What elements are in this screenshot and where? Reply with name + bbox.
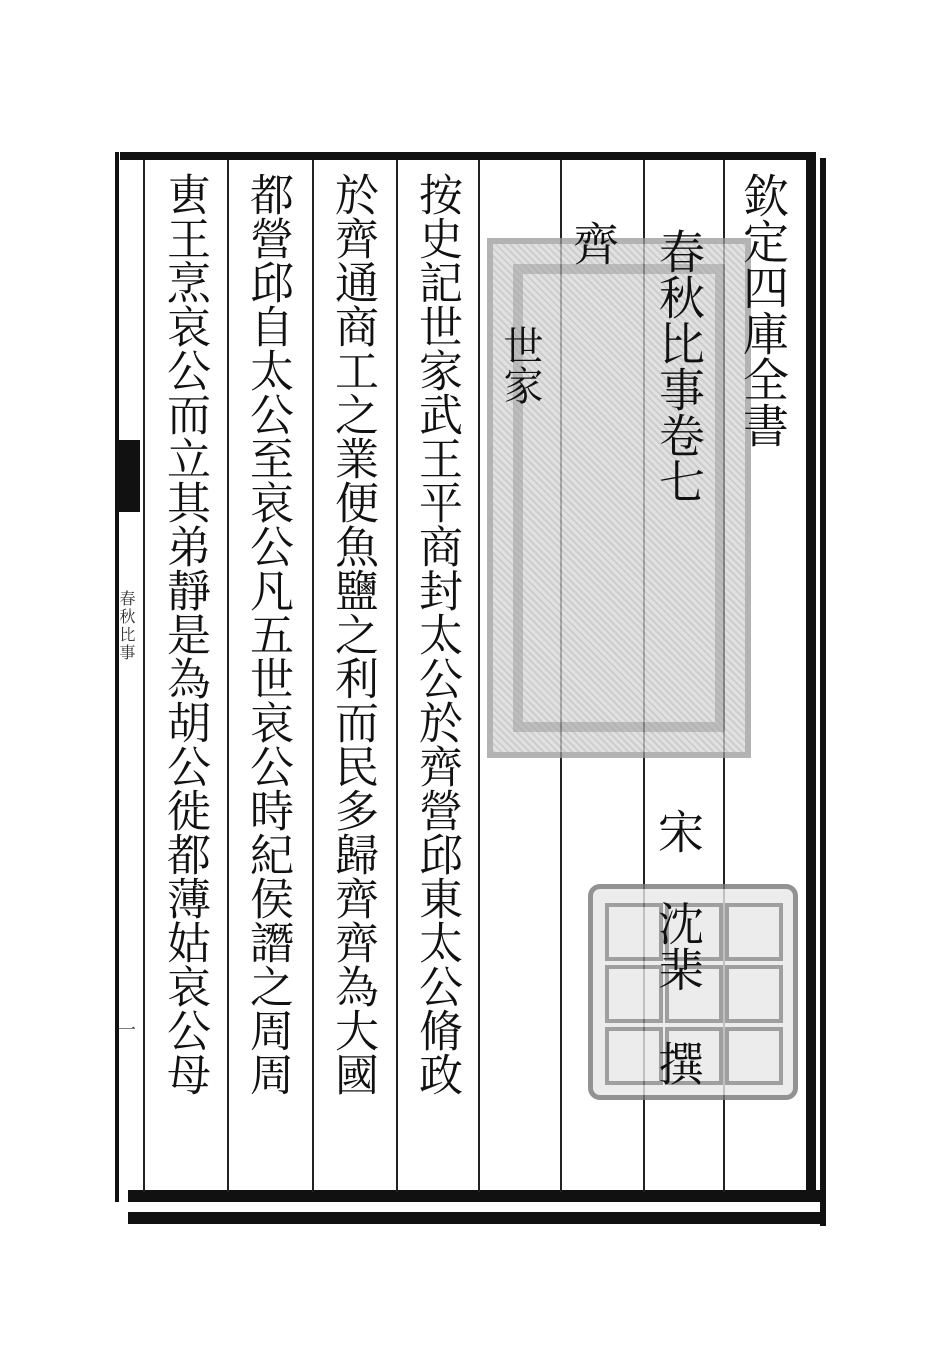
page-frame-bottom [128, 1190, 820, 1202]
body-column-4: 叀王烹哀公而立其弟靜是為胡公徙都薄姑哀公母 [159, 172, 210, 1096]
page-frame-top [120, 152, 810, 160]
fold-edge [115, 152, 119, 1202]
collection-title: 欽定四庫全書 [736, 172, 790, 448]
fold-title: 春秋比事 [117, 590, 136, 662]
section-type: 世家 [497, 325, 543, 405]
section-state: 齊 [566, 220, 620, 266]
library-seal-large [487, 238, 751, 758]
page-frame-right-outer [820, 158, 826, 1226]
fold-fishtail-mark [118, 440, 140, 512]
page-number: 一 [115, 1020, 136, 1038]
body-column-1: 按史記世家武王平商封太公於齊營邱東太公脩政 [411, 172, 462, 1096]
body-column-3: 都營邱自太公至哀公凡五世哀公時紀侯譖之周周 [242, 172, 293, 1096]
column-rule [396, 160, 398, 1192]
author-name: 沈棐 [651, 900, 705, 992]
author-action: 撰 [651, 1040, 705, 1086]
column-rule [312, 160, 314, 1192]
page-frame-right [806, 152, 816, 1202]
page-frame-bottom-outer [128, 1212, 820, 1224]
body-column-2: 於齊通商工之業便魚鹽之利而民多歸齊齊為大國 [327, 172, 378, 1096]
column-rule [143, 160, 145, 1192]
column-rule [227, 160, 229, 1192]
volume-title: 春秋比事卷七 [652, 228, 706, 504]
era: 宋 [651, 808, 705, 854]
fold-strip [105, 152, 133, 1202]
column-rule [478, 160, 480, 1192]
